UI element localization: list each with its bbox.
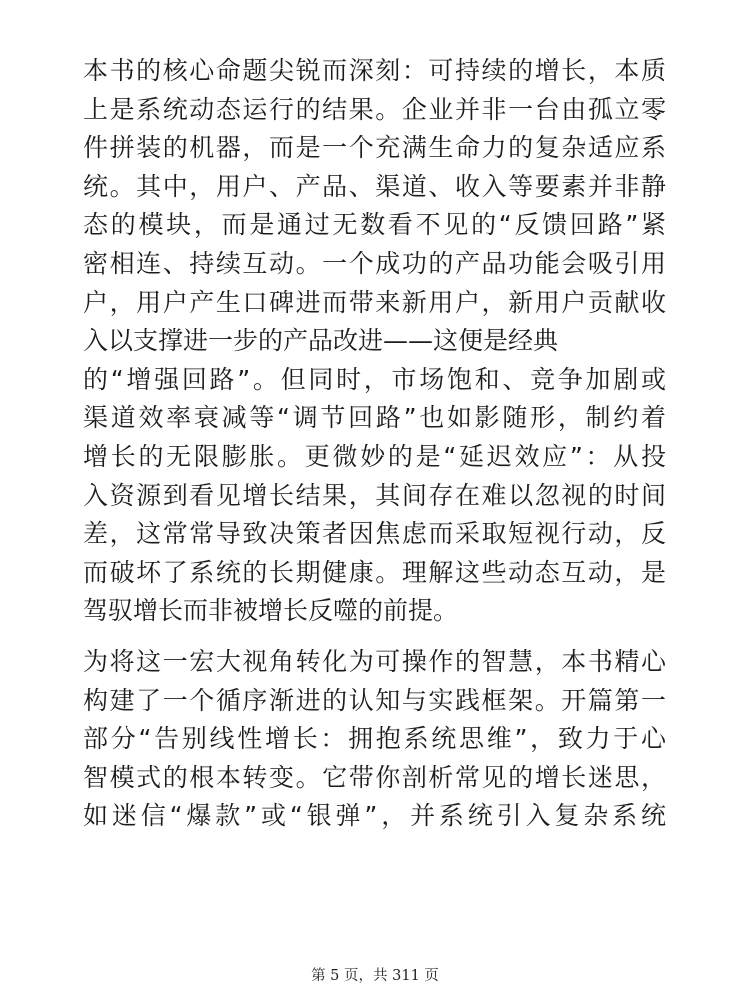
text-line: 构建了一个循序渐进的认知与实践框架。开篇第一 (83, 685, 666, 715)
text-line: 渠道效率衰减等“调节回路”也如影随形，制约着 (83, 403, 666, 433)
text-line: 统。其中，用户、产品、渠道、收入等要素并非静 (83, 171, 666, 201)
text-line: 户，用户产生口碑进而带来新用户，新用户贡献收 (83, 287, 666, 317)
page-footer (0, 964, 750, 985)
text-line: 而破坏了系统的长期健康。理解这些动态互动，是 (83, 557, 666, 587)
text-line: 的“增强回路”。但同时，市场饱和、竞争加剧或 (83, 364, 666, 394)
text-line: 本书的核心命题尖锐而深刻：可持续的增长，本质 (83, 56, 666, 85)
text-line: 部分“告别线性增长：拥抱系统思维”，致力于心 (83, 724, 666, 754)
text-line: 入以支撑进一步的产品改进——这便是经典 (83, 326, 559, 356)
paragraph-1 (83, 52, 673, 631)
paragraph-2 (83, 643, 673, 836)
body-text (83, 52, 673, 836)
text-line: 件拼装的机器，而是一个充满生命力的复杂适应系 (83, 133, 666, 163)
text-line: 为将这一宏大视角转化为可操作的智慧，本书精心 (83, 646, 666, 676)
text-line: 上是系统动态运行的结果。企业并非一台由孤立零 (83, 94, 666, 124)
page-number-label: 第 5 页，共 311 页 (311, 968, 439, 984)
text-line: 增长的无限膨胀。更微妙的是“延迟效应”：从投 (83, 441, 666, 471)
text-line: 智模式的根本转变。它带你剖析常见的增长迷思， (83, 762, 666, 792)
text-line: 态的模块，而是通过无数看不见的“反馈回路”紧 (83, 210, 666, 240)
text-line: 入资源到看见增长结果，其间存在难以忽视的时间 (83, 480, 666, 510)
text-line: 密相连、持续互动。一个成功的产品功能会吸引用 (83, 248, 666, 278)
text-line: 驾驭增长而非被增长反噬的前提。 (83, 596, 459, 626)
text-line: 差，这常常导致决策者因焦虑而采取短视行动，反 (83, 519, 666, 549)
text-line: 如迷信“爆款”或“银弹”，并系统引入复杂系统 (83, 801, 666, 831)
